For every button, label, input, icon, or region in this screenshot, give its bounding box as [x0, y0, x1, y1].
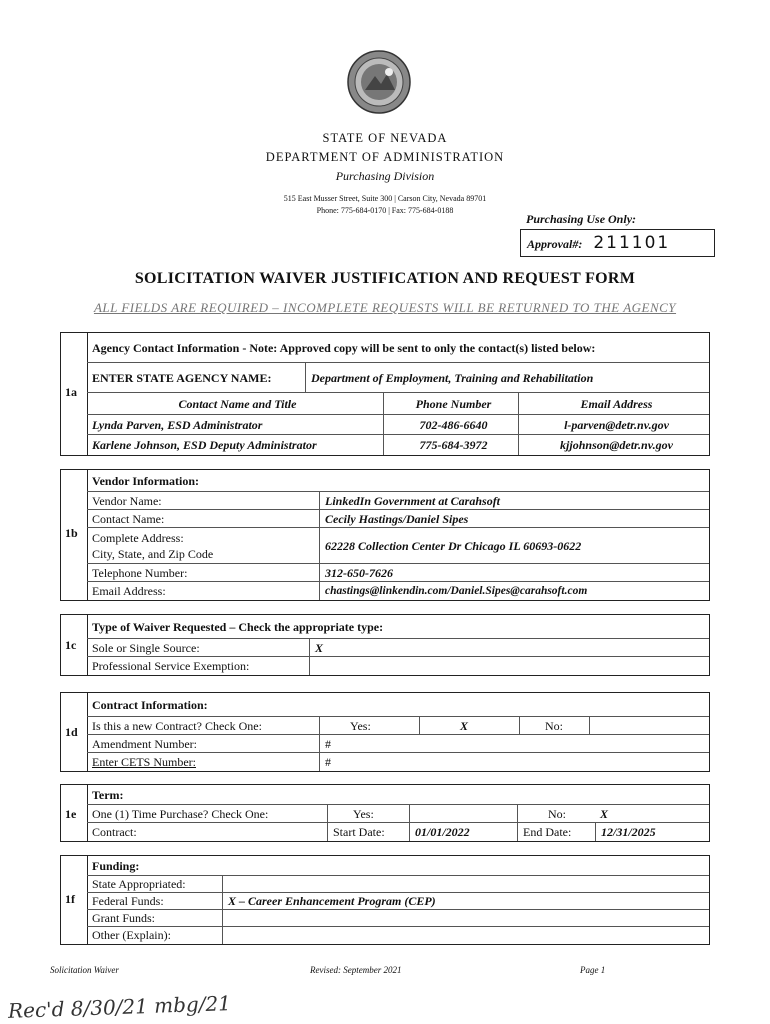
section-1c [60, 614, 710, 676]
professional-service-row [87, 657, 709, 675]
agency-name-value: Department of Employment, Training and Rehabilitation [305, 363, 709, 392]
state-funds-value [222, 876, 709, 892]
state-funds-label: State Appropriated: [92, 877, 186, 891]
contact-phone: 702-486-6640 [383, 415, 518, 434]
term-header: Term: [92, 788, 124, 802]
table-row [87, 415, 709, 435]
new-contract-label: Is this a new Contract? Check One: [92, 719, 262, 733]
vendor-header-row [87, 470, 709, 492]
funding-header-row [87, 856, 709, 876]
sole-source-label: Sole or Single Source: [92, 641, 200, 655]
vendor-contact-row [87, 510, 709, 528]
contact-phone: 775-684-3972 [383, 435, 518, 455]
section-1a [60, 332, 710, 456]
federal-funds-label: Federal Funds: [92, 894, 164, 908]
contact-name: Lynda Parven, ESD Administrator [92, 418, 263, 432]
federal-funds-row [87, 893, 709, 910]
other-funds-label: Other (Explain): [92, 928, 171, 942]
one-time-label: One (1) Time Purchase? Check One: [92, 807, 269, 821]
section-number: 1a [61, 333, 88, 455]
vendor-name-row [87, 492, 709, 510]
vendor-email-row [87, 582, 709, 600]
vendor-phone-row [87, 564, 709, 582]
form-title: SOLICITATION WAIVER JUSTIFICATION AND REQUEST FORM [134, 270, 636, 287]
form-notice: ALL FIELDS ARE REQUIRED – INCOMPLETE REQUESTS WILL BE RETURNED TO THE AGENCY [93, 300, 677, 315]
new-contract-no-label: No: [519, 717, 589, 734]
federal-funds-value: X – Career Enhancement Program (CEP) [222, 893, 709, 909]
amendment-row [87, 735, 709, 753]
contract-info-header: Contract Information: [92, 698, 208, 712]
state-seal-logo [347, 50, 411, 114]
section-1b [60, 469, 710, 601]
vendor-header: Vendor Information: [92, 474, 200, 488]
vendor-address-value: 62228 Collection Center Dr Chicago IL 60693-0622 [319, 528, 709, 563]
table-row [87, 435, 709, 455]
section-1d [60, 692, 710, 772]
col-contact-name: Contact Name and Title [178, 397, 297, 411]
approval-value: 211101 [593, 233, 671, 253]
header-state: STATE OF NEVADA [322, 131, 448, 145]
new-contract-yes-label: Yes: [319, 717, 419, 734]
one-time-yes-label: Yes: [327, 805, 409, 822]
grant-funds-row [87, 910, 709, 927]
header-phone-fax: Phone: 775-684-0170 | Fax: 775-684-0188 [316, 206, 454, 215]
vendor-contact-value: Cecily Hastings/Daniel Sipes [319, 510, 709, 527]
section-number: 1d [61, 693, 88, 771]
grant-funds-value [222, 910, 709, 926]
section-1e [60, 784, 710, 842]
start-date-value: 01/01/2022 [409, 823, 517, 841]
one-time-no-label: No: [517, 805, 595, 822]
col-phone: Phone Number [383, 393, 518, 414]
approval-label: Approval#: [527, 237, 583, 251]
one-time-yes-checkbox[interactable] [409, 805, 517, 822]
footer-center: Revised: September 2021 [310, 965, 402, 975]
end-date-value: 12/31/2025 [595, 823, 709, 841]
footer-left: Solicitation Waiver [50, 965, 119, 975]
agency-name-row [87, 363, 709, 393]
handwritten-received-note: Rec'd 8/30/21 mbg/21 [7, 991, 232, 1023]
new-contract-yes-checkbox[interactable]: X [419, 717, 519, 734]
vendor-email-value: chastings@linkendin.com/Daniel.Sipes@carahsoft.com [319, 582, 709, 600]
vendor-name-label: Vendor Name: [92, 494, 162, 508]
vendor-phone-label: Telephone Number: [92, 566, 188, 580]
professional-service-checkbox[interactable] [309, 657, 709, 675]
purchasing-use-box [520, 208, 715, 258]
other-funds-row [87, 927, 709, 944]
amendment-value: # [319, 735, 709, 752]
cets-label: Enter CETS Number: [92, 755, 196, 769]
contract-info-header-row [87, 693, 709, 717]
vendor-address-row [87, 528, 709, 564]
contract-label: Contract: [92, 825, 137, 839]
agency-name-label: ENTER STATE AGENCY NAME: [92, 371, 272, 385]
footer-page: Page 1 [580, 965, 606, 975]
one-time-row [87, 805, 709, 823]
agency-contact-header-row [87, 333, 709, 363]
contact-name: Karlene Johnson, ESD Deputy Administrator [92, 438, 317, 452]
cets-row [87, 753, 709, 771]
state-funds-row [87, 876, 709, 893]
other-funds-value [222, 927, 709, 944]
section-number: 1f [61, 856, 88, 944]
sole-source-checkbox[interactable]: X [309, 639, 709, 656]
vendor-contact-label: Contact Name: [92, 512, 165, 526]
contract-dates-row [87, 823, 709, 841]
end-date-label: End Date: [517, 823, 595, 841]
sole-source-row [87, 639, 709, 657]
start-date-label: Start Date: [327, 823, 409, 841]
section-number: 1b [61, 470, 88, 600]
section-number: 1c [61, 615, 88, 675]
funding-header: Funding: [92, 859, 140, 873]
cets-value: # [319, 753, 709, 771]
vendor-email-label: Email Address: [92, 584, 166, 598]
term-header-row [87, 785, 709, 805]
one-time-no-checkbox[interactable]: X [600, 807, 609, 821]
header-address: 515 East Musser Street, Suite 300 | Carson City, Nevada 89701 [283, 194, 487, 203]
contact-email: l-parven@detr.nv.gov [518, 415, 709, 434]
new-contract-no-checkbox[interactable] [589, 717, 709, 734]
waiver-type-header-row [87, 615, 709, 639]
contact-table-header [87, 393, 709, 415]
vendor-address-label: Complete Address: City, State, and Zip Code [92, 531, 214, 561]
grant-funds-label: Grant Funds: [92, 911, 155, 925]
col-email: Email Address [518, 393, 709, 414]
waiver-type-header: Type of Waiver Requested – Check the appropriate type: [92, 620, 384, 634]
contact-email: kjjohnson@detr.nv.gov [518, 435, 709, 455]
professional-service-label: Professional Service Exemption: [92, 659, 250, 673]
amendment-label: Amendment Number: [92, 737, 197, 751]
vendor-name-value: LinkedIn Government at Carahsoft [319, 492, 709, 509]
agency-contact-header: Agency Contact Information - Note: Approved copy will be sent to only the contact(s) listed below: [92, 341, 596, 355]
vendor-phone-value: 312-650-7626 [319, 564, 709, 581]
approval-row [520, 230, 715, 257]
section-1f [60, 855, 710, 945]
new-contract-row [87, 717, 709, 735]
purchasing-use-label: Purchasing Use Only: [520, 208, 715, 230]
section-number: 1e [61, 785, 88, 841]
header-department: DEPARTMENT OF ADMINISTRATION [265, 150, 505, 164]
header-division: Purchasing Division [335, 169, 435, 183]
